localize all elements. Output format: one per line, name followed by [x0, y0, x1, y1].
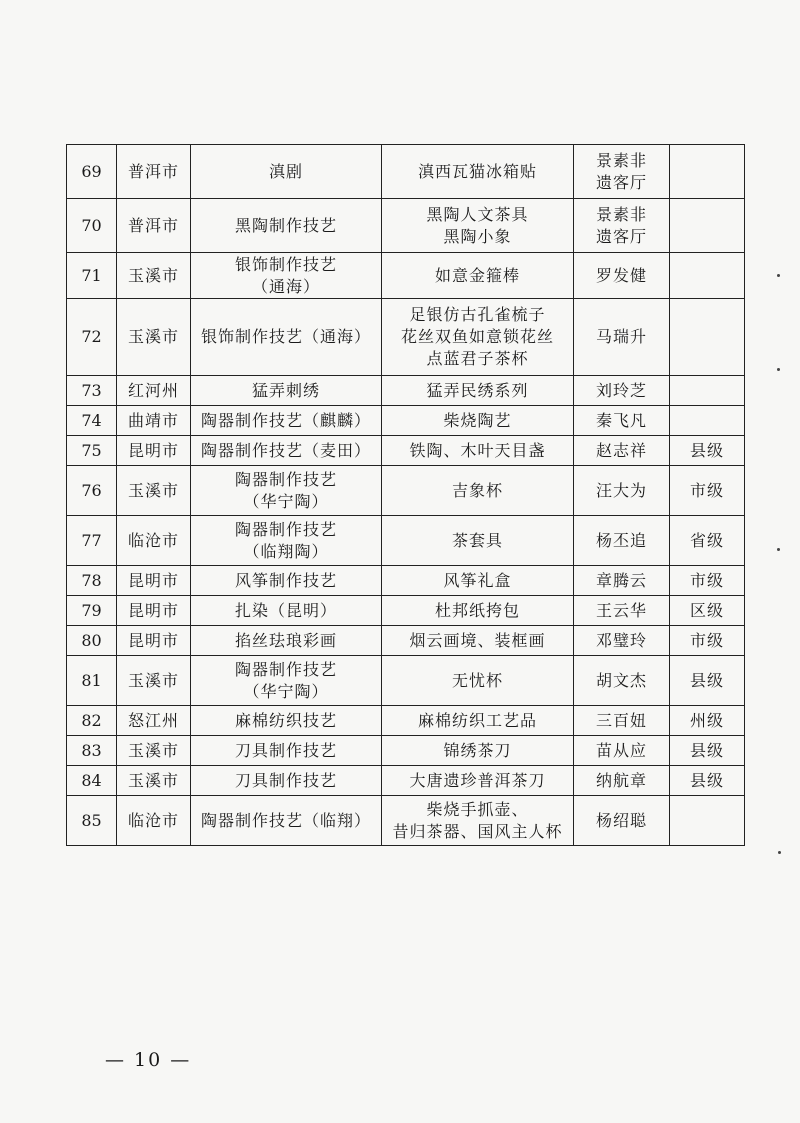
skill-cell-line: 陶器制作技艺（麒麟） [200, 410, 371, 430]
person-cell-line: 胡文杰 [595, 670, 647, 690]
page-number: — 10 — [105, 1049, 192, 1071]
table-row [67, 656, 745, 706]
product-cell-line: 柴烧陶艺 [443, 410, 512, 430]
skill-cell [191, 706, 382, 736]
product-cell [382, 736, 574, 766]
city-cell: 玉溪市 [117, 466, 191, 516]
level-cell [670, 299, 745, 376]
person-cell-line: 王云华 [595, 600, 647, 620]
scan-mark [778, 851, 781, 854]
level-cell: 市级 [670, 466, 745, 516]
product-cell [382, 376, 574, 406]
person-cell-line: 三百妞 [595, 710, 647, 730]
city-cell: 玉溪市 [117, 766, 191, 796]
table-row [67, 466, 745, 516]
person-cell [574, 736, 670, 766]
skill-cell [191, 766, 382, 796]
product-cell-line: 点蓝君子茶杯 [426, 349, 529, 368]
table-row [67, 406, 745, 436]
person-cell [574, 626, 670, 656]
person-cell [574, 466, 670, 516]
person-cell [574, 253, 670, 299]
skill-cell [191, 626, 382, 656]
row-number-cell: 83 [67, 736, 117, 766]
person-cell-line: 章腾云 [595, 570, 647, 590]
product-cell-line: 无忧杯 [451, 670, 503, 690]
city-cell: 普洱市 [117, 145, 191, 199]
row-number-cell: 70 [67, 199, 117, 253]
level-cell [670, 199, 745, 253]
city-cell: 玉溪市 [117, 299, 191, 376]
row-number-cell: 69 [67, 145, 117, 199]
table-row [67, 436, 745, 466]
product-cell-line: 黑陶人文茶具 [426, 204, 529, 224]
product-cell-line: 锦绣茶刀 [443, 740, 512, 760]
city-cell: 曲靖市 [117, 406, 191, 436]
city-cell: 普洱市 [117, 199, 191, 253]
skill-cell [191, 199, 382, 253]
person-cell-line: 马瑞升 [595, 327, 647, 346]
skill-cell-line: （华宁陶） [243, 491, 329, 511]
product-cell-line: 足银仿古孔雀梳子 [409, 305, 546, 324]
level-cell: 县级 [670, 766, 745, 796]
skill-cell [191, 736, 382, 766]
skill-cell [191, 516, 382, 566]
city-cell: 昆明市 [117, 566, 191, 596]
scan-mark [777, 368, 780, 371]
person-cell-line: 遗客厅 [595, 172, 647, 192]
product-cell-line: 昔归茶器、国风主人杯 [392, 821, 563, 841]
product-cell [382, 466, 574, 516]
product-cell [382, 656, 574, 706]
table-row [67, 145, 745, 199]
person-cell [574, 796, 670, 846]
skill-cell-line: 扎染（昆明） [234, 600, 337, 620]
row-number-cell: 73 [67, 376, 117, 406]
product-cell-line: 滇西瓦猫冰箱贴 [417, 161, 537, 181]
product-cell [382, 406, 574, 436]
product-cell [382, 596, 574, 626]
person-cell-line: 杨丕追 [595, 530, 647, 550]
skill-cell [191, 466, 382, 516]
skill-cell-line: 麻棉纺织技艺 [234, 710, 337, 730]
row-number-cell: 78 [67, 566, 117, 596]
city-cell: 昆明市 [117, 436, 191, 466]
row-number-cell: 81 [67, 656, 117, 706]
city-cell: 临沧市 [117, 796, 191, 846]
person-cell [574, 436, 670, 466]
product-cell [382, 766, 574, 796]
skill-cell [191, 796, 382, 846]
person-cell [574, 516, 670, 566]
level-cell: 省级 [670, 516, 745, 566]
skill-cell [191, 253, 382, 299]
person-cell [574, 566, 670, 596]
table-row [67, 253, 745, 299]
level-cell: 区级 [670, 596, 745, 626]
row-number-cell: 74 [67, 406, 117, 436]
table-row [67, 566, 745, 596]
level-cell: 市级 [670, 566, 745, 596]
table-row [67, 596, 745, 626]
skill-cell-line: 刀具制作技艺 [234, 770, 337, 790]
product-cell-line: 铁陶、木叶天目盏 [409, 440, 546, 460]
row-number-cell: 71 [67, 253, 117, 299]
table-row [67, 376, 745, 406]
row-number-cell: 79 [67, 596, 117, 626]
row-number-cell: 80 [67, 626, 117, 656]
skill-cell-line: 刀具制作技艺 [234, 740, 337, 760]
level-cell [670, 796, 745, 846]
level-cell: 县级 [670, 436, 745, 466]
table-row [67, 626, 745, 656]
product-cell-line: 吉象杯 [451, 480, 503, 500]
person-cell-line: 景素非 [595, 204, 647, 224]
table-row [67, 299, 745, 376]
product-cell-line: 猛弄民绣系列 [426, 380, 529, 400]
level-cell: 县级 [670, 656, 745, 706]
level-cell: 县级 [670, 736, 745, 766]
skill-cell-line: 陶器制作技艺（麦田） [200, 440, 371, 460]
product-cell-line: 杜邦纸挎包 [434, 600, 520, 620]
product-cell [382, 516, 574, 566]
skill-cell-line: 银饰制作技艺（通海） [200, 327, 371, 346]
person-cell [574, 145, 670, 199]
skill-cell-line: 风筝制作技艺 [234, 570, 337, 590]
skill-cell [191, 596, 382, 626]
row-number-cell: 76 [67, 466, 117, 516]
table-row [67, 706, 745, 736]
row-number-cell: 84 [67, 766, 117, 796]
city-cell: 红河州 [117, 376, 191, 406]
scan-mark [777, 548, 780, 551]
skill-cell [191, 376, 382, 406]
skill-cell-line: 滇剧 [268, 161, 303, 181]
skill-cell-line: 陶器制作技艺 [234, 469, 337, 489]
city-cell: 昆明市 [117, 626, 191, 656]
product-cell [382, 626, 574, 656]
product-cell-line: 如意金箍棒 [434, 265, 520, 285]
person-cell-line: 赵志祥 [595, 440, 647, 460]
skill-cell [191, 299, 382, 376]
row-number-cell: 77 [67, 516, 117, 566]
level-cell [670, 253, 745, 299]
row-number-cell: 75 [67, 436, 117, 466]
person-cell [574, 406, 670, 436]
product-cell [382, 796, 574, 846]
city-cell: 玉溪市 [117, 253, 191, 299]
skill-cell [191, 406, 382, 436]
level-cell: 市级 [670, 626, 745, 656]
skill-cell-line: 陶器制作技艺 [234, 519, 337, 539]
skill-cell-line: 陶器制作技艺（临翔） [200, 810, 371, 830]
scan-mark [777, 274, 780, 277]
product-cell-line: 黑陶小象 [443, 226, 512, 246]
row-number-cell: 85 [67, 796, 117, 846]
city-cell: 玉溪市 [117, 656, 191, 706]
person-cell-line: 秦飞凡 [595, 410, 647, 430]
table-body [67, 145, 745, 846]
person-cell-line: 刘玲芝 [595, 380, 647, 400]
skill-cell [191, 656, 382, 706]
product-cell [382, 199, 574, 253]
row-number-cell: 72 [67, 299, 117, 376]
product-cell [382, 145, 574, 199]
table-row [67, 736, 745, 766]
product-cell [382, 436, 574, 466]
skill-cell-line: （华宁陶） [243, 681, 329, 701]
skill-cell [191, 566, 382, 596]
row-number-cell: 82 [67, 706, 117, 736]
person-cell-line: 遗客厅 [595, 226, 647, 246]
person-cell-line: 纳航章 [595, 770, 647, 790]
level-cell: 州级 [670, 706, 745, 736]
person-cell [574, 376, 670, 406]
skill-cell-line: （临翔陶） [243, 541, 329, 561]
product-cell-line: 花丝双鱼如意锁花丝 [400, 327, 554, 346]
skill-cell-line: 银饰制作技艺 [234, 254, 337, 274]
person-cell-line: 景素非 [595, 150, 647, 170]
table-row [67, 199, 745, 253]
city-cell: 临沧市 [117, 516, 191, 566]
table-row [67, 766, 745, 796]
level-cell [670, 145, 745, 199]
level-cell [670, 376, 745, 406]
skill-cell-line: 黑陶制作技艺 [234, 215, 337, 235]
product-cell [382, 566, 574, 596]
level-cell [670, 406, 745, 436]
person-cell-line: 杨绍聪 [595, 810, 647, 830]
skill-cell-line: 陶器制作技艺 [234, 659, 337, 679]
person-cell [574, 199, 670, 253]
city-cell: 怒江州 [117, 706, 191, 736]
city-cell: 玉溪市 [117, 736, 191, 766]
person-cell [574, 299, 670, 376]
heritage-products-table [66, 144, 745, 846]
person-cell [574, 706, 670, 736]
table-row [67, 796, 745, 846]
skill-cell-line: 掐丝珐琅彩画 [234, 630, 337, 650]
product-cell-line: 大唐遗珍普洱茶刀 [409, 770, 546, 790]
product-cell [382, 253, 574, 299]
person-cell-line: 邓璧玲 [595, 630, 647, 650]
table-row [67, 516, 745, 566]
person-cell [574, 766, 670, 796]
product-cell-line: 烟云画境、装框画 [409, 630, 546, 650]
skill-cell [191, 436, 382, 466]
product-cell-line: 茶套具 [451, 530, 503, 550]
product-cell [382, 299, 574, 376]
product-cell-line: 风筝礼盒 [443, 570, 512, 590]
skill-cell-line: 猛弄刺绣 [251, 380, 320, 400]
person-cell [574, 656, 670, 706]
product-cell [382, 706, 574, 736]
city-cell: 昆明市 [117, 596, 191, 626]
skill-cell-line: （通海） [251, 276, 320, 296]
product-cell-line: 麻棉纺织工艺品 [417, 710, 537, 730]
person-cell-line: 汪大为 [595, 480, 647, 500]
person-cell-line: 苗从应 [595, 740, 647, 760]
person-cell-line: 罗发健 [595, 265, 647, 285]
product-cell-line: 柴烧手抓壶、 [426, 799, 529, 819]
skill-cell [191, 145, 382, 199]
person-cell [574, 596, 670, 626]
